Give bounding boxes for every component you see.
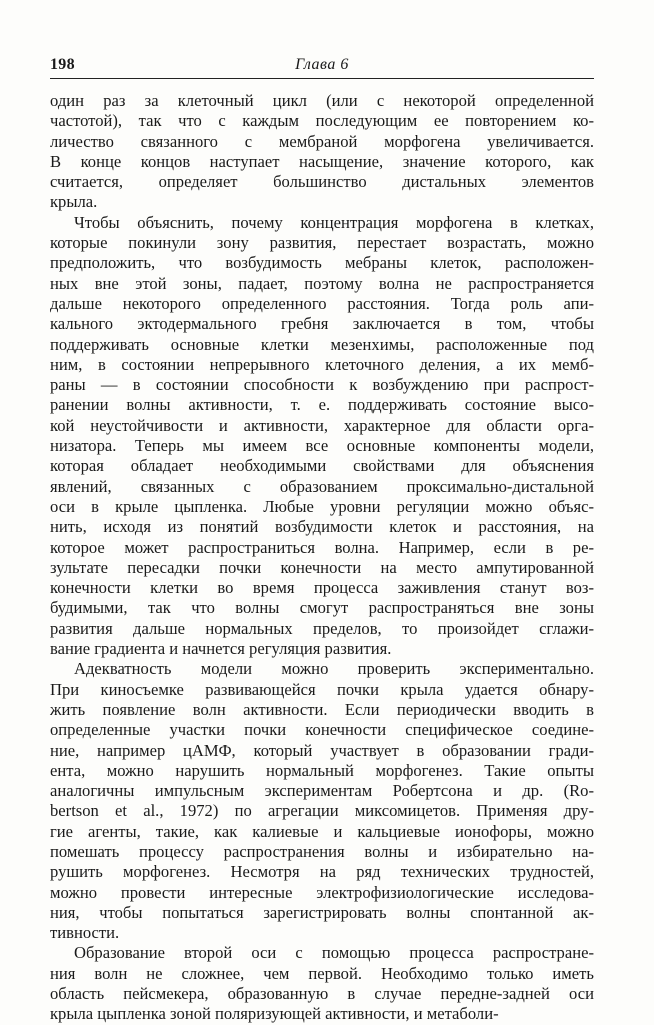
text-line: частотой), так что с каждым последующим ее повторением ко- [50, 111, 594, 131]
text-line: кального эктодермального гребня заключается в том, чтобы [50, 314, 594, 334]
page-number: 198 [50, 56, 75, 73]
text-line: кой неустойчивости и активности, характерное для области орга- [50, 415, 594, 435]
text-line: гие агенты, такие, как калиевые и кальциевые ионофоры, можно [50, 821, 594, 841]
text-line: При киносъемке развивающейся почки крыла удается обнару- [50, 679, 594, 699]
header-rule [50, 78, 594, 79]
paragraph [50, 659, 594, 943]
text-line: раны — в состоянии способности к возбуждению при распрост- [50, 375, 594, 395]
text-line: bertson et al., 1972) по агрегации миксомицетов. Применяя дру- [50, 801, 594, 821]
text-line: Образование второй оси с помощью процесса распростране- [74, 943, 594, 963]
text-line: Чтобы объяснить, почему концентрация морфогена в клетках, [74, 212, 594, 232]
text-line: ранении волны активности, т. е. поддерживать состояние высо- [50, 395, 594, 415]
text-line: нить, исходя из понятий возбудимости клеток и расстояния, на [50, 517, 594, 537]
text-line: низатора. Теперь мы имеем все основные компоненты модели, [50, 436, 594, 456]
text-line: тивности. [50, 923, 120, 943]
text-line: которое может распространиться волна. Например, если в ре- [50, 537, 594, 557]
text-line: ния, чтобы попытаться зарегистрировать волны спонтанной ак- [50, 902, 594, 922]
text-line: вание градиента и начнется регуляция развития. [50, 639, 392, 659]
text-line: помешать процессу распространения волны и избирательно на- [50, 841, 594, 861]
text-line: предположить, что возбудимость мебраны клеток, расположен- [50, 253, 594, 273]
text-line: крыла. [50, 192, 98, 212]
text-line: Адекватность модели можно проверить экспериментально. [74, 659, 594, 679]
text-line: ния волн не сложнее, чем первой. Необходимо только иметь [50, 963, 594, 983]
text-line: В конце концов наступает насыщение, значение которого, как [50, 151, 594, 171]
text-line: которая обладает необходимыми свойствами для объяснения [50, 456, 594, 476]
paragraph [50, 213, 594, 660]
paragraph [50, 91, 594, 213]
body-text [50, 91, 594, 1025]
text-line: считается, определяет большинство дистальных элементов [50, 172, 594, 192]
text-line: крыла цыпленка зоной поляризующей активности, и метаболи- [50, 1004, 499, 1024]
paragraph [50, 943, 594, 1024]
text-line: развития дальше нормальных пределов, то произойдет сглажи- [50, 618, 594, 638]
text-line: определенные участки почки конечности специфическое соедине- [50, 720, 594, 740]
text-line: аналогичны импульсным экспериментам Робертсона и др. (Ro- [50, 781, 594, 801]
text-line: оси в крыле цыпленка. Любые уровни регуляции можно объяс- [50, 496, 594, 516]
text-line: ним, в состоянии непрерывного клеточного деления, а их мемб- [50, 354, 594, 374]
text-line: поддерживать основные клетки мезенхимы, расположенные под [50, 334, 594, 354]
text-line: конечности клетки во время процесса заживления станут воз- [50, 578, 594, 598]
page-header [50, 56, 594, 78]
text-line: зультате пересадки почки конечности на место ампутированной [50, 557, 594, 577]
text-line: ных вне этой зоны, падает, поэтому волна не распространяется [50, 273, 594, 293]
text-line: рушить морфогенез. Несмотря на ряд технических трудностей, [50, 862, 594, 882]
text-line: дальше некоторого определенного расстояния. Тогда роль апи- [50, 293, 594, 313]
text-line: которые покинули зону развития, перестает возрастать, можно [50, 233, 594, 253]
running-title: Глава 6 [295, 56, 349, 73]
text-line: ние, например цАМФ, который участвует в образовании гради- [50, 740, 594, 760]
text-line: область пейсмекера, образованную в случае передне-задней оси [50, 984, 594, 1004]
text-line: жить появление волн активности. Если периодически вводить в [50, 699, 594, 719]
text-line: один раз за клеточный цикл (или с некоторой определенной [50, 91, 594, 110]
text-line: будимыми, так что волны смогут распространяться вне зоны [50, 598, 594, 618]
text-line: ента, можно нарушить нормальный морфогенез. Такие опыты [50, 760, 594, 780]
text-line: можно провести интересные электрофизиологические исследова- [50, 882, 594, 902]
text-line: личество связанного с мембраной морфогена увеличивается. [50, 131, 594, 151]
text-line: явлений, связанных с образованием проксимально-дистальной [50, 476, 594, 496]
